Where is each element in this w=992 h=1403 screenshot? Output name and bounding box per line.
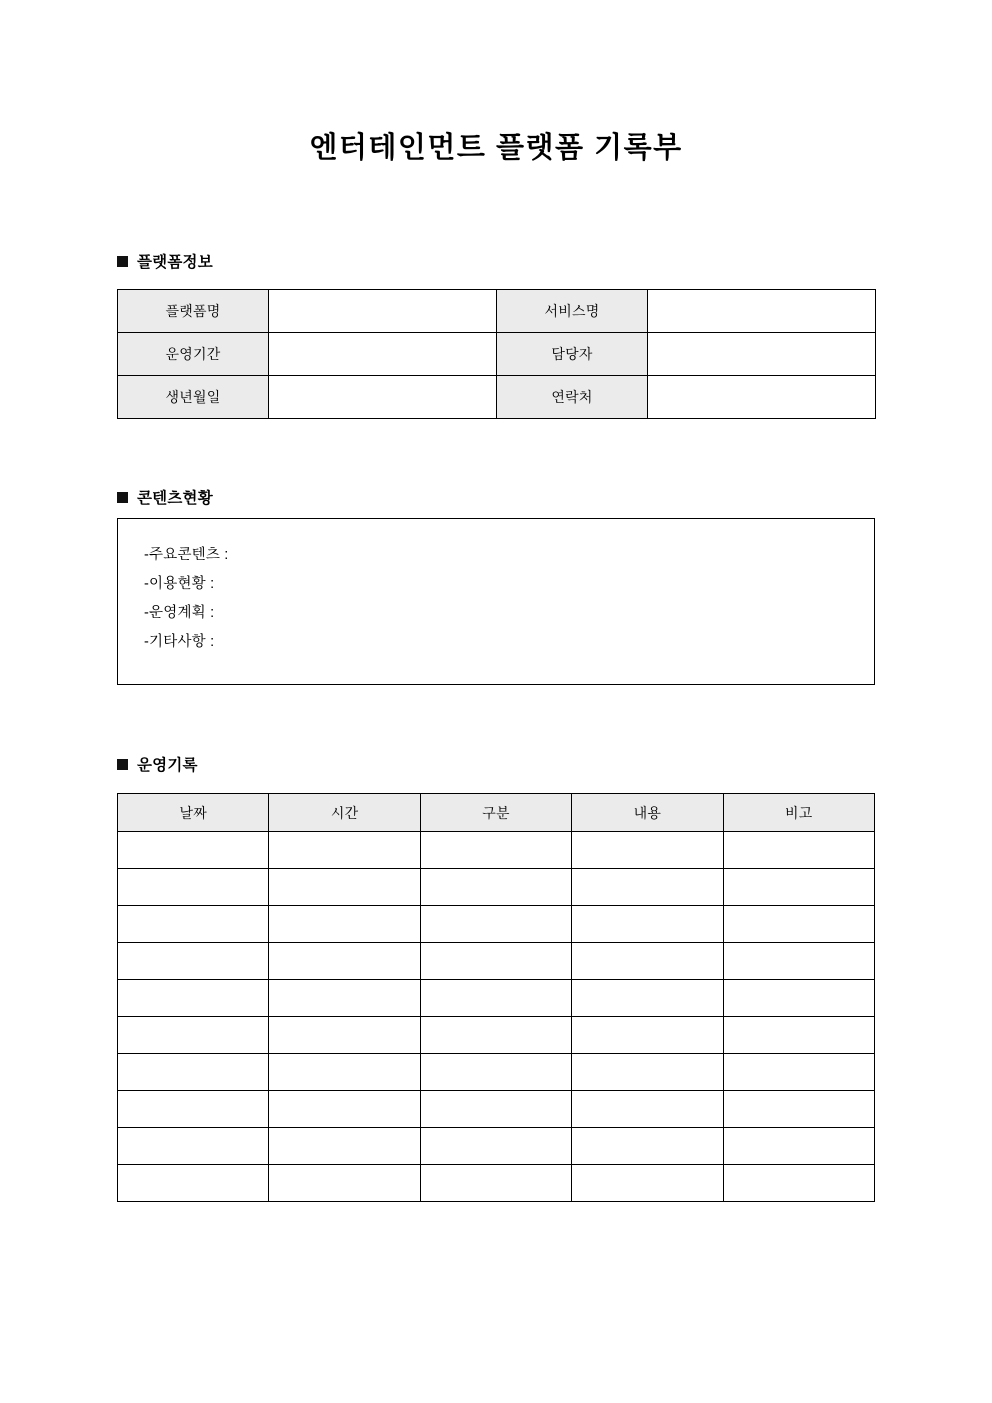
log-cell[interactable] bbox=[118, 1165, 269, 1202]
column-header-time: 시간 bbox=[269, 794, 420, 832]
log-cell[interactable] bbox=[269, 832, 420, 869]
log-cell[interactable] bbox=[420, 869, 571, 906]
filled-square-bullet-icon bbox=[117, 759, 128, 770]
table-row bbox=[118, 1054, 875, 1091]
log-cell[interactable] bbox=[723, 980, 874, 1017]
table-row bbox=[118, 333, 876, 376]
log-cell[interactable] bbox=[723, 1054, 874, 1091]
log-cell[interactable] bbox=[420, 943, 571, 980]
log-cell[interactable] bbox=[572, 980, 723, 1017]
column-header-date: 날짜 bbox=[118, 794, 269, 832]
log-cell[interactable] bbox=[420, 832, 571, 869]
log-cell[interactable] bbox=[572, 906, 723, 943]
log-cell[interactable] bbox=[572, 1165, 723, 1202]
log-cell[interactable] bbox=[269, 1165, 420, 1202]
label-service-name: 서비스명 bbox=[497, 290, 648, 333]
log-cell[interactable] bbox=[269, 980, 420, 1017]
log-cell[interactable] bbox=[723, 1091, 874, 1128]
log-cell[interactable] bbox=[723, 832, 874, 869]
content-line-operation-plan: -운영계획 : bbox=[144, 605, 215, 621]
log-cell[interactable] bbox=[269, 906, 420, 943]
table-header-row bbox=[118, 794, 875, 832]
log-cell[interactable] bbox=[118, 869, 269, 906]
section-heading-label: 콘텐츠현황 bbox=[137, 490, 213, 507]
log-cell[interactable] bbox=[572, 943, 723, 980]
log-cell[interactable] bbox=[118, 1091, 269, 1128]
content-line-main-contents: -주요콘텐츠 : bbox=[144, 547, 229, 563]
page-title: 엔터테인먼트 플랫폼 기록부 bbox=[309, 132, 683, 164]
log-cell[interactable] bbox=[420, 1128, 571, 1165]
field-contact[interactable] bbox=[648, 376, 876, 419]
log-cell[interactable] bbox=[118, 1017, 269, 1054]
log-cell[interactable] bbox=[269, 1128, 420, 1165]
section-heading-label: 운영기록 bbox=[137, 757, 198, 774]
filled-square-bullet-icon bbox=[117, 256, 128, 267]
column-header-remarks: 비고 bbox=[723, 794, 874, 832]
log-cell[interactable] bbox=[572, 1091, 723, 1128]
table-row bbox=[118, 1128, 875, 1165]
log-cell[interactable] bbox=[118, 1128, 269, 1165]
log-cell[interactable] bbox=[723, 1128, 874, 1165]
log-cell[interactable] bbox=[572, 869, 723, 906]
platform-info-table bbox=[117, 289, 876, 419]
log-cell[interactable] bbox=[269, 869, 420, 906]
log-cell[interactable] bbox=[572, 1054, 723, 1091]
label-operation-period: 운영기간 bbox=[118, 333, 269, 376]
section-heading-platform-info bbox=[117, 250, 213, 272]
field-manager[interactable] bbox=[648, 333, 876, 376]
log-cell[interactable] bbox=[420, 1017, 571, 1054]
log-cell[interactable] bbox=[572, 1017, 723, 1054]
log-cell[interactable] bbox=[723, 906, 874, 943]
section-heading-operation-log bbox=[117, 753, 198, 775]
table-row bbox=[118, 832, 875, 869]
log-cell[interactable] bbox=[723, 943, 874, 980]
log-cell[interactable] bbox=[723, 1017, 874, 1054]
log-cell[interactable] bbox=[420, 1054, 571, 1091]
field-service-name[interactable] bbox=[648, 290, 876, 333]
field-platform-name[interactable] bbox=[269, 290, 497, 333]
table-row bbox=[118, 376, 876, 419]
label-platform-name: 플랫폼명 bbox=[118, 290, 269, 333]
log-cell[interactable] bbox=[118, 980, 269, 1017]
log-cell[interactable] bbox=[269, 1054, 420, 1091]
log-cell[interactable] bbox=[420, 1165, 571, 1202]
log-cell[interactable] bbox=[572, 1128, 723, 1165]
log-cell[interactable] bbox=[118, 943, 269, 980]
table-row bbox=[118, 1165, 875, 1202]
content-line-other-notes: -기타사항 : bbox=[144, 634, 215, 650]
log-cell[interactable] bbox=[420, 1091, 571, 1128]
operation-log-table bbox=[117, 793, 875, 1202]
content-line-usage-status: -이용현황 : bbox=[144, 576, 215, 592]
log-cell[interactable] bbox=[269, 943, 420, 980]
label-contact: 연락처 bbox=[497, 376, 648, 419]
log-cell[interactable] bbox=[420, 980, 571, 1017]
table-row bbox=[118, 1091, 875, 1128]
field-birthdate[interactable] bbox=[269, 376, 497, 419]
table-row bbox=[118, 290, 876, 333]
log-cell[interactable] bbox=[572, 832, 723, 869]
log-cell[interactable] bbox=[118, 832, 269, 869]
log-cell[interactable] bbox=[420, 906, 571, 943]
column-header-type: 구분 bbox=[420, 794, 571, 832]
column-header-details: 내용 bbox=[572, 794, 723, 832]
log-cell[interactable] bbox=[723, 1165, 874, 1202]
field-operation-period[interactable] bbox=[269, 333, 497, 376]
filled-square-bullet-icon bbox=[117, 492, 128, 503]
table-row bbox=[118, 869, 875, 906]
log-cell[interactable] bbox=[723, 869, 874, 906]
content-status-box[interactable] bbox=[117, 518, 875, 685]
section-heading-content-status bbox=[117, 486, 213, 508]
table-row bbox=[118, 943, 875, 980]
log-cell[interactable] bbox=[269, 1091, 420, 1128]
table-row bbox=[118, 906, 875, 943]
table-row bbox=[118, 1017, 875, 1054]
section-heading-label: 플랫폼정보 bbox=[137, 254, 213, 271]
log-cell[interactable] bbox=[118, 906, 269, 943]
label-birthdate: 생년월일 bbox=[118, 376, 269, 419]
log-cell[interactable] bbox=[118, 1054, 269, 1091]
log-cell[interactable] bbox=[269, 1017, 420, 1054]
table-row bbox=[118, 980, 875, 1017]
label-manager: 담당자 bbox=[497, 333, 648, 376]
